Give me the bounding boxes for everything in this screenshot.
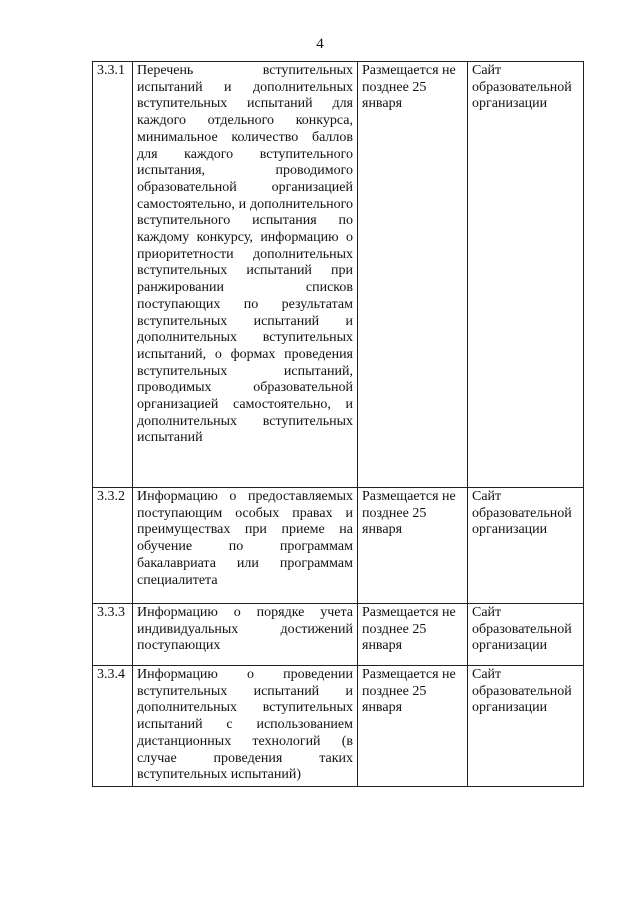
item-location: Сайт образовательной организации	[468, 488, 584, 604]
table-row	[93, 604, 584, 666]
page-number: 4	[316, 36, 324, 52]
item-number: 3.3.4	[93, 666, 133, 787]
item-description: Информацию о порядке учета индивидуальных достижений поступающих	[133, 604, 358, 666]
item-number: 3.3.3	[93, 604, 133, 666]
item-deadline: Размещается не позднее 25 января	[358, 604, 468, 666]
requirements-table	[92, 61, 584, 787]
item-location: Сайт образовательной организации	[468, 604, 584, 666]
item-description: Перечень вступительных испытаний и дополнительных вступительных испытаний для каждого отдельного конкурса, минимальное количество баллов для каждого вступительного испытания, проводимого образовательной организацией самостоятельно, и дополнительного вступительного испытания по каждому конкурсу, информацию о приоритетности дополнительных вступительных испытаний при ранжировании списков поступающих по результатам вступительных испытаний и дополнительных вступительных испытаний, о формах проведения вступительных испытаний, проводимых образовательной организацией самостоятельно, и дополнительных вступительных испытаний	[133, 62, 358, 488]
item-number: 3.3.2	[93, 488, 133, 604]
item-location: Сайт образовательной организации	[468, 666, 584, 787]
item-description: Информацию о проведении вступительных испытаний и дополнительных вступительных испытаний с использованием дистанционных технологий (в случае проведения таких вступительных испытаний)	[133, 666, 358, 787]
item-location: Сайт образовательной организации	[468, 62, 584, 488]
item-description: Информацию о предоставляемых поступающим особых правах и преимуществах при приеме на обучение по программам бакалавриата или программам специалитета	[133, 488, 358, 604]
item-deadline: Размещается не позднее 25 января	[358, 666, 468, 787]
table-row	[93, 488, 584, 604]
item-deadline: Размещается не позднее 25 января	[358, 62, 468, 488]
item-deadline: Размещается не позднее 25 января	[358, 488, 468, 604]
table-row	[93, 62, 584, 488]
item-number: 3.3.1	[93, 62, 133, 488]
table-row	[93, 666, 584, 787]
